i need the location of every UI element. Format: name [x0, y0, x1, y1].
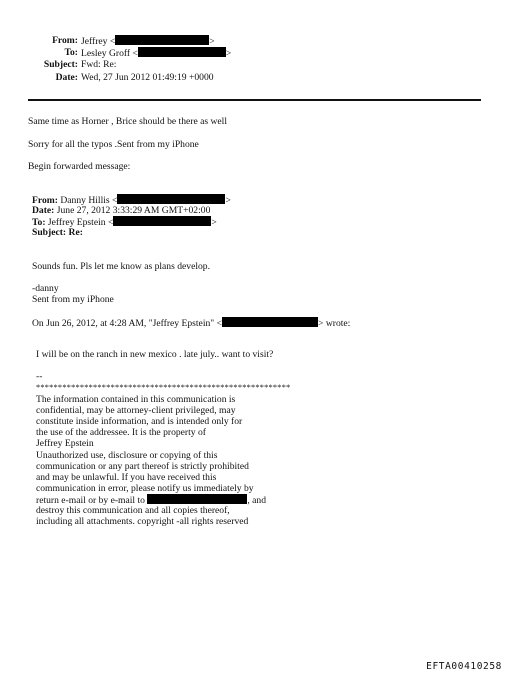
disclaimer-line: the use of the addressee. It is the property of — [36, 427, 206, 438]
fwd-signoff: -danny — [32, 283, 59, 294]
disclaimer-line: destroy this communication and all copies thereof, — [36, 505, 230, 516]
header-to-text: Lesley Groff < — [81, 48, 138, 59]
quote-intro-text: On Jun 26, 2012, at 4:28 AM, "Jeffrey Epstein" < — [32, 318, 223, 329]
fwd-date-value: June 27, 2012 3:33:29 AM GMT+02:00 — [56, 205, 211, 216]
disclaimer-line: Unauthorized use, disclosure or copying of this — [36, 450, 218, 461]
header-from-bracket: > — [209, 36, 215, 47]
disclaimer-line: and may be unlawful. If you have received this — [36, 472, 217, 483]
fwd-subject-label: Subject: — [32, 227, 67, 238]
body-line-2: Sorry for all the typos .Sent from my iPhone — [28, 139, 199, 150]
fwd-subject-row — [32, 227, 83, 239]
disclaimer-line: Jeffrey Epstein — [36, 438, 94, 449]
header-from-label: From: — [52, 35, 78, 46]
fwd-to-bracket: > — [211, 217, 217, 228]
header-date-label: Date: — [55, 72, 78, 83]
disclaimer-line: communication or any part thereof is strictly prohibited — [36, 461, 249, 472]
redaction-bar — [147, 494, 247, 504]
signature-dashes: -- — [36, 371, 43, 382]
disclaimer-and: , and — [247, 495, 267, 506]
disclaimer-line: constitute inside information, and is intended only for — [36, 416, 243, 427]
fwd-from-text: Danny Hillis < — [60, 195, 118, 206]
quote-intro-row — [32, 317, 350, 330]
header-divider — [28, 99, 481, 101]
header-from-text: Jeffrey < — [81, 36, 116, 47]
fwd-sent-from: Sent from my iPhone — [32, 294, 114, 305]
fwd-to-label: To: — [32, 217, 46, 228]
body-line-1: Same time as Horner , Brice should be there as well — [28, 116, 228, 127]
fwd-message: Sounds fun. Pls let me know as plans develop. — [32, 261, 211, 272]
fwd-subject-value: Re: — [68, 227, 83, 238]
redaction-bar — [115, 35, 209, 45]
redaction-bar — [222, 317, 318, 327]
fwd-to-text: Jeffrey Epstein < — [47, 217, 114, 228]
header-to-label: To: — [64, 47, 78, 58]
fwd-from-label: From: — [32, 195, 58, 206]
bates-number: EFTA00410258 — [426, 661, 502, 672]
quote-text: I will be on the ranch in new mexico . late july.. want to visit? — [36, 349, 274, 360]
body-line-3: Begin forwarded message: — [28, 161, 131, 172]
header-subject-value: Fwd: Re: — [81, 59, 117, 70]
disclaimer-line: including all attachments. copyright -all rights reserved — [36, 516, 249, 527]
header-to-bracket: > — [225, 48, 232, 59]
disclaimer-line: The information contained in this communication is — [36, 394, 236, 405]
fwd-date-label: Date: — [32, 205, 55, 216]
quote-wrote-text: > wrote: — [318, 318, 351, 329]
header-date-value: Wed, 27 Jun 2012 01:49:19 +0000 — [81, 72, 214, 83]
fwd-from-bracket: > — [225, 195, 231, 206]
disclaimer-line: communication in error, please notify us immediately by — [36, 483, 254, 494]
disclaimer-line: confidential, may be attorney-client privileged, may — [36, 405, 236, 416]
signature-asterisks: ********************************************************** — [36, 383, 291, 392]
redaction-bar — [113, 216, 211, 226]
disclaimer-line: return e-mail or by e-mail to — [36, 495, 145, 506]
redaction-bar — [117, 194, 225, 204]
header-subject-label: Subject: — [43, 59, 78, 70]
redaction-bar — [138, 47, 226, 57]
